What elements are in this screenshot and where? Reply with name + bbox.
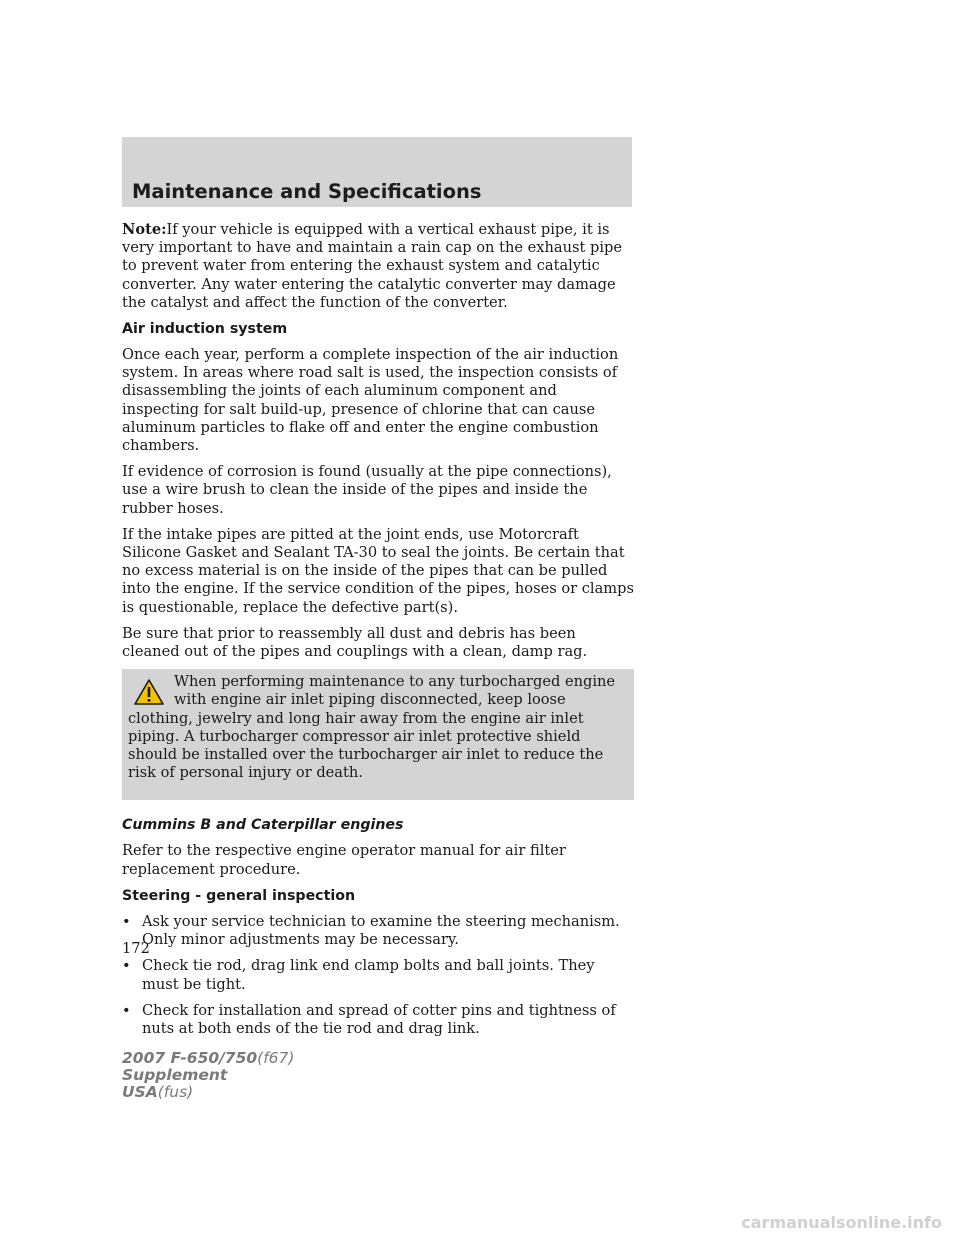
site-watermark: carmanualsonline.info <box>741 1213 942 1232</box>
list-item-text: Check tie rod, drag link end clamp bolts and ball joints. They must be tight. <box>142 957 595 993</box>
footer-line-supplement <box>122 1067 294 1084</box>
footer-line-model <box>122 1050 294 1067</box>
footer-line-market <box>122 1084 294 1101</box>
air-induction-heading: Air induction system <box>122 321 288 338</box>
air-induction-paragraph: Once each year, perform a complete inspection of the air induction system. In areas where road salt is used, the inspection consists of disassembling the joints of each aluminum component and inspecting for salt build-up, presence of chlorine that can cause aluminum particles to flake off and enter the engine combustion chambers. <box>122 346 619 455</box>
air-induction-paragraph: If the intake pipes are pitted at the joint ends, use Motorcraft Silicone Gasket and Sealant TA-30 to seal the joints. Be certain that no excess material is on the inside of the pipes that can be pulled into the engine. If the service condition of the pipes, hoses or clamps is questionable, replace the defective part(s). <box>122 525 634 616</box>
footer-model: 2007 F-650/750 <box>122 1049 258 1067</box>
footer-market: USA <box>122 1083 158 1101</box>
list-item-text: Ask your service technician to examine the steering mechanism. Only minor adjustments may be necessary. <box>142 912 620 949</box>
air-induction-paragraph: If evidence of corrosion is found (usually at the pipe connections), use a wire brush to clean the inside of the pipes and inside the rubber hoses. <box>122 463 612 517</box>
cummins-heading: Cummins B and Caterpillar engines <box>122 817 404 834</box>
bullet-icon: • <box>122 957 131 975</box>
list-item <box>122 957 634 993</box>
section-title: Maintenance and Specifications <box>132 180 482 203</box>
warning-triangle-icon <box>134 679 164 705</box>
list-item <box>122 913 634 949</box>
cummins-paragraph: Refer to the respective engine operator manual for air filter replacement procedure. <box>122 842 566 878</box>
page-content <box>122 221 634 1046</box>
section-header-band <box>122 137 632 207</box>
bullet-icon: • <box>122 912 131 930</box>
footer-market-code: (fus) <box>157 1083 194 1101</box>
note-paragraph <box>122 221 634 312</box>
list-item <box>122 1002 634 1038</box>
steering-bullet-list <box>122 913 634 1038</box>
steering-heading: Steering - general inspection <box>122 887 356 904</box>
warning-box <box>122 669 634 800</box>
note-label: Note: <box>122 221 167 238</box>
document-footer <box>122 1050 294 1101</box>
footer-model-code: (f67) <box>257 1049 295 1067</box>
air-induction-paragraph: Be sure that prior to reassembly all dust and debris has been cleaned out of the pipes and couplings with a clean, damp rag. <box>122 624 588 661</box>
page-number: 172 <box>122 940 150 957</box>
bullet-icon: • <box>122 1001 131 1019</box>
footer-supplement: Supplement <box>122 1066 228 1084</box>
warning-text: When performing maintenance to any turbocharged engine with engine air inlet piping disconnected, keep loose clothing, jewelry and long hair away from the engine air inlet piping. A turbocharger compressor air inlet protective shield should be installed over the turbocharger air inlet to reduce the risk of personal injury or death. <box>128 673 616 782</box>
list-item-text: Check for installation and spread of cotter pins and tightness of nuts at both ends of the tie rod and drag link. <box>142 1001 616 1037</box>
note-text: If your vehicle is equipped with a vertical exhaust pipe, it is very important to have and maintain a rain cap on the exhaust pipe to prevent water from entering the exhaust system and catalytic converter. Any water entering the catalytic converter may damage the catalyst and affect the function of the converter. <box>122 221 622 311</box>
